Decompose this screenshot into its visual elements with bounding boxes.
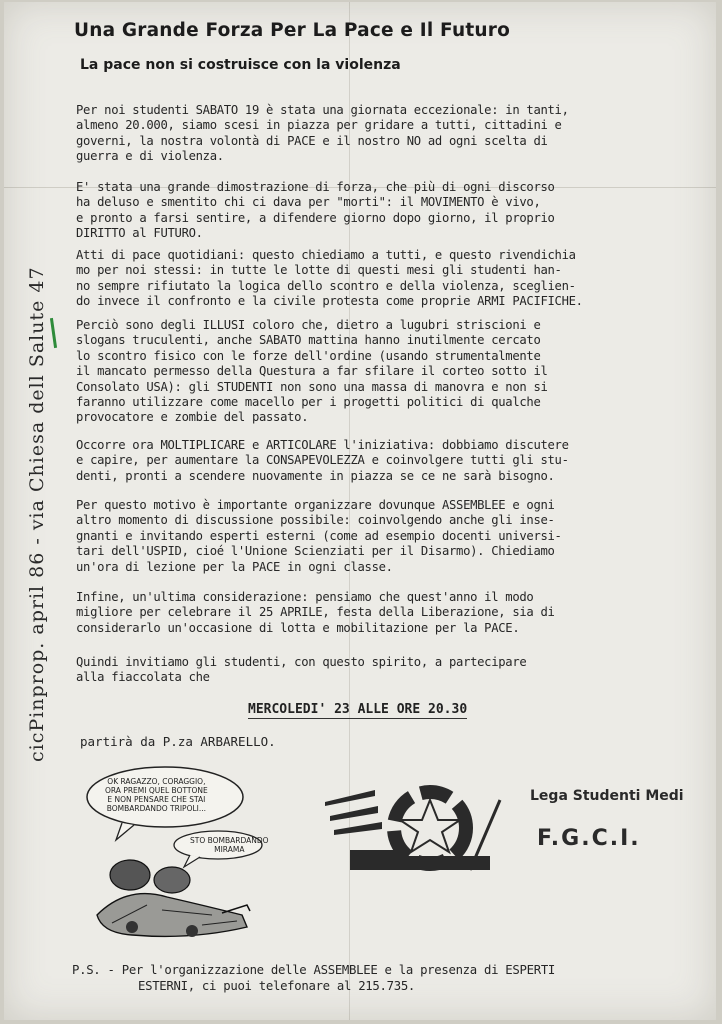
- ps-line: P.S. - Per l'organizzazione delle ASSEMBLEE e la presenza di ESPERTI: [72, 963, 556, 977]
- text-line: E' stata una grande dimostrazione di forza, che più di ogni discorso: [76, 180, 555, 194]
- bubble-line: MIRAMA: [214, 845, 245, 854]
- bubble-line: STO BOMBARDANDO: [190, 836, 269, 845]
- text-line: il mancato permesso della Questura a far sfilare il corteo sotto il: [76, 364, 548, 379]
- league-name: Lega Studenti Medi: [530, 788, 684, 804]
- text-line: Per noi studenti SABATO 19 è stata una giornata eccezionale: in tanti,: [76, 103, 569, 117]
- leaflet-title: Una Grande Forza Per La Pace e Il Futuro: [74, 20, 510, 41]
- text-line: altro momento di discussione possibile: coinvolgendo anche gli inse-: [76, 513, 555, 528]
- text-line: un'ora di lezione per la PACE in ogni classe.: [76, 559, 393, 574]
- event-date-time: MERCOLEDI' 23 ALLE ORE 20.30: [248, 702, 468, 717]
- text-line: gnanti e invitando esperti esterni (come ad esempio docenti universi-: [76, 528, 562, 543]
- ps-line: ESTERNI, ci puoi telefonare al 215.735.: [138, 979, 416, 993]
- text-line: governi, la nostra volontà di PACE e il nostro NO ad ogni scelta di: [76, 133, 548, 148]
- fgci-logo: [320, 780, 520, 880]
- cartoon-illustration: [72, 765, 272, 950]
- text-line: DIRITTO al FUTURO.: [76, 226, 203, 241]
- text-line: e capire, per aumentare la CONSAPEVOLEZZA e coinvolgere tutti gli stu-: [76, 453, 569, 468]
- paragraph-4: [76, 318, 548, 426]
- departure-location: partirà da P.za ARBARELLO.: [80, 734, 276, 749]
- handwritten-margin-note: cicPinprop. april 86 - via Chiesa dell Salute 47: [26, 266, 48, 762]
- paragraph-1: [76, 103, 569, 165]
- speech-bubble-1: [105, 777, 208, 813]
- text-line: Per questo motivo è importante organizzare dovunque ASSEMBLEE e ogni: [76, 498, 555, 512]
- text-line: do invece il confronto e la civile protesta come proprie ARMI PACIFICHE.: [76, 294, 583, 309]
- text-line: ha deluso e smentito chi ci dava per "morti": il MOVIMENTO è vivo,: [76, 195, 541, 210]
- text-line: considerarlo un'occasione di lotta e mobilitazione per la PACE.: [76, 620, 520, 635]
- paragraph-2: [76, 180, 555, 242]
- text-line: Infine, un'ultima considerazione: pensiamo che quest'anno il modo: [76, 590, 534, 604]
- text-line: almeno 20.000, siamo scesi in piazza per gridare a tutti, cittadini e: [76, 118, 562, 133]
- text-line: guerra e di violenza.: [76, 149, 224, 164]
- speech-bubble-2: [190, 836, 269, 854]
- text-line: e pronto a farsi sentire, a difendere giorno dopo giorno, il proprio: [76, 210, 555, 225]
- party-name: F.G.C.I.: [537, 826, 641, 851]
- text-line: Quindi invitiamo gli studenti, con questo spirito, a partecipare: [76, 655, 527, 669]
- fgci-emblem-icon: [320, 780, 520, 880]
- paragraph-5: [76, 438, 569, 484]
- text-line: Atti di pace quotidiani: questo chiediamo a tutti, e questo rivendichia: [76, 248, 576, 262]
- text-line: denti, pronti a scendere nuovamente in piazza se ce ne sarà bisogno.: [76, 468, 555, 483]
- text-line: provocatore e zombie del passato.: [76, 410, 309, 425]
- text-line: faranno utilizzare come macello per i progetti politici di qualche: [76, 395, 541, 410]
- text-line: migliore per celebrare il 25 APRILE, festa della Liberazione, sia di: [76, 605, 555, 620]
- text-line: mo per noi stessi: in tutte le lotte di questi mesi gli studenti han-: [76, 263, 562, 278]
- text-line: Occorre ora MOLTIPLICARE e ARTICOLARE l'iniziativa: dobbiamo discutere: [76, 438, 569, 452]
- text-line: Consolato USA): gli STUDENTI non sono una massa di manovra e non si: [76, 379, 548, 394]
- text-line: slogans truculenti, anche SABATO mattina hanno inutilmente cercato: [76, 333, 541, 348]
- bubble-line: E NON PENSARE CHE STAI: [107, 795, 206, 804]
- bubble-line: ORA PREMI QUEL BOTTONE: [105, 786, 208, 795]
- paragraph-8: [76, 655, 526, 686]
- text-line: alla fiaccolata che: [76, 670, 210, 685]
- paragraph-3: [76, 248, 583, 310]
- leaflet-subtitle: La pace non si costruisce con la violenza: [80, 57, 401, 73]
- bubble-line: OK RAGAZZO, CORAGGIO,: [107, 777, 206, 786]
- postscript: [72, 962, 555, 994]
- text-line: tari dell'USPID, cioé l'Unione Scienziati per il Disarmo). Chiediamo: [76, 544, 555, 559]
- paragraph-6: [76, 498, 562, 575]
- bubble-line: BOMBARDANDO TRIPOLI...: [106, 804, 207, 813]
- text-line: Perciò sono degli ILLUSI coloro che, dietro a lugubri striscioni e: [76, 318, 541, 332]
- text-line: lo scontro fisico con le forze dell'ordine (usando strumentalmente: [76, 348, 541, 363]
- paragraph-7: [76, 590, 555, 636]
- text-line: no sempre rifiutato la logica dello scontro e della violenza, sceglien-: [76, 278, 576, 293]
